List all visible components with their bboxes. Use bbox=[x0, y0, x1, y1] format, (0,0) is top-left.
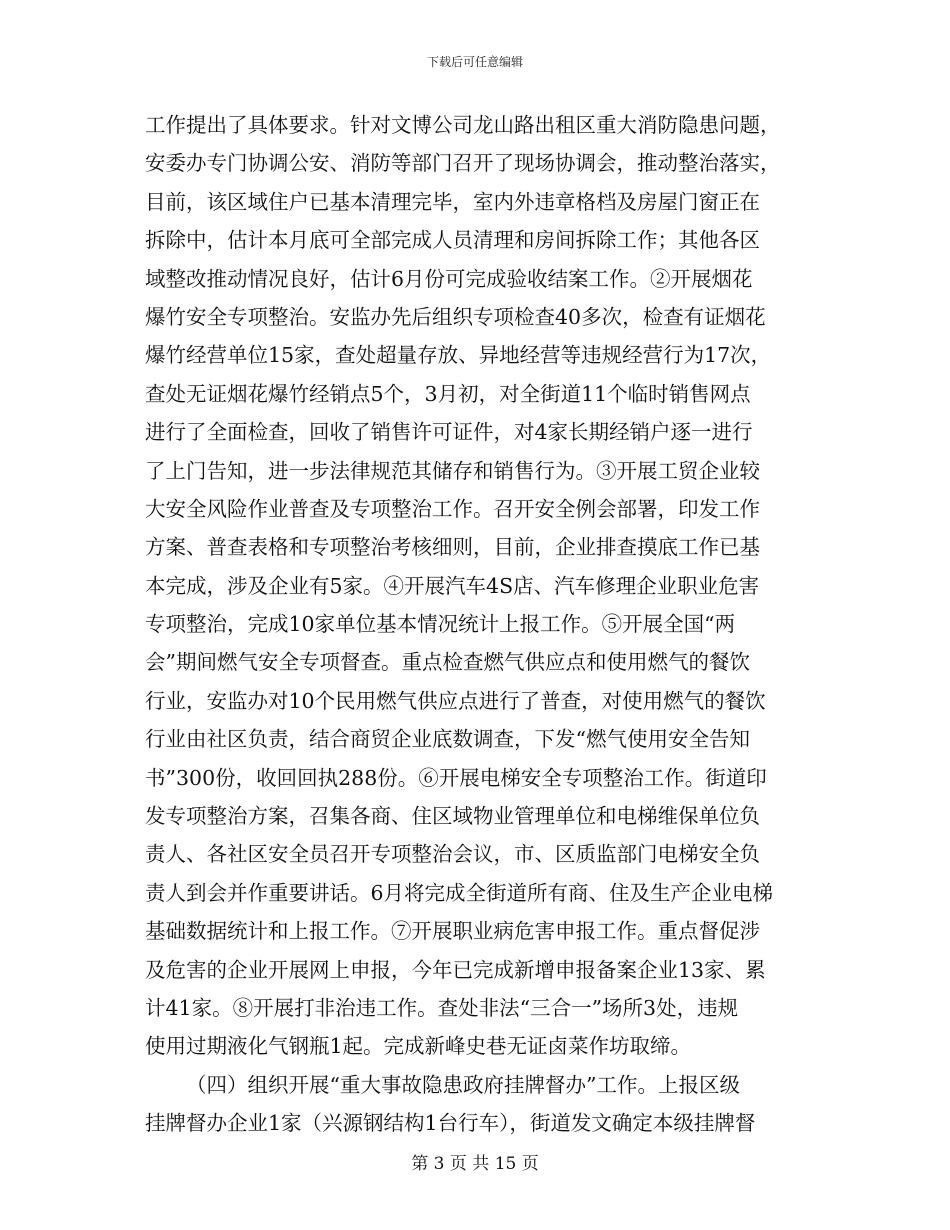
body-line: 行业，安监办对10个民用燃气供应点进行了普查，对使用燃气的餐饮 bbox=[145, 688, 766, 713]
body-line: 安委办专门协调公安、消防等部门召开了现场协调会，推动整治落实， bbox=[145, 151, 781, 176]
body-line: 本完成，涉及企业有5家。④开展汽车4S店、汽车修理企业职业危害 bbox=[145, 573, 760, 598]
page-header-note: 下载后可任意编辑 bbox=[426, 55, 523, 69]
document-body bbox=[145, 106, 813, 1143]
body-line: 了上门告知，进一步法律规范其储存和销售行为。③开展工贸企业较 bbox=[145, 458, 760, 483]
body-line: 基础数据统计和上报工作。⑦开展职业病危害申报工作。重点督促涉 bbox=[145, 919, 760, 944]
body-line: 计41家。⑧开展打非治违工作。查处非法“三合一”场所3处，违规 bbox=[145, 995, 739, 1020]
body-line: 工作提出了具体要求。针对文博公司龙山路出租区重大消防隐患问题， bbox=[145, 113, 781, 137]
body-line: 爆竹安全专项整治。安监办先后组织专项检查40多次，检查有证烟花 bbox=[145, 304, 766, 329]
body-line: 大安全风险作业普查及专项整治工作。召开安全例会部署，印发工作 bbox=[145, 496, 760, 521]
body-line: 方案、普查表格和专项整治考核细则，目前，企业排查摸底工作已基 bbox=[145, 535, 760, 560]
body-line: 拆除中，估计本月底可全部完成人员清理和房间拆除工作；其他各区 bbox=[145, 228, 760, 253]
body-line: 进行了全面检查，回收了销售许可证件，对4家长期经销户逐一进行 bbox=[145, 420, 753, 445]
body-line: 行业由社区负责，结合商贸企业底数调查，下发“燃气使用安全告知 bbox=[145, 727, 750, 752]
body-line: 使用过期液化气钢瓶1起。完成新峰史巷无证卤菜作坊取缔。 bbox=[145, 1034, 692, 1059]
page-number: 第 3 页 共 15 页 bbox=[411, 1154, 539, 1174]
body-line: 爆竹经营单位15家，查处超量存放、异地经营等违规经营行为17次， bbox=[145, 343, 772, 368]
body-line: 目前，该区域住户已基本清理完毕，室内外违章格档及房屋门窗正在 bbox=[145, 189, 760, 214]
body-line: 书”300份，收回回执288份。⑥开展电梯安全专项整治工作。街道印 bbox=[145, 765, 767, 790]
body-line: 责人到会并作重要讲话。6月将完成全街道所有商、住及生产企业电梯 bbox=[145, 880, 774, 905]
body-line: 及危害的企业开展网上申报，今年已完成新增申报备案企业13家、累 bbox=[145, 957, 766, 982]
body-line: 发专项整治方案，召集各商、住区域物业管理单位和电梯维保单位负 bbox=[145, 804, 760, 829]
body-line: 会”期间燃气安全专项督查。重点检查燃气供应点和使用燃气的餐饮 bbox=[145, 650, 750, 675]
section-heading-line: （四）组织开展“重大事故隐患政府挂牌督办”工作。上报区级 bbox=[186, 1072, 740, 1097]
body-line: 挂牌督办企业1家（兴源钢结构1台行车），街道发文确定本级挂牌督 bbox=[145, 1111, 756, 1136]
body-line: 域整改推动情况良好，估计6月份可完成验收结案工作。②开展烟花 bbox=[145, 266, 753, 291]
body-line: 专项整治，完成10家单位基本情况统计上报工作。⑤开展全国“两 bbox=[145, 612, 736, 637]
body-line: 查处无证烟花爆竹经销点5个，3月初，对全街道11个临时销售网点 bbox=[145, 381, 751, 406]
body-line: 责人、各社区安全员召开专项整治会议，市、区质监部门电梯安全负 bbox=[145, 842, 760, 867]
